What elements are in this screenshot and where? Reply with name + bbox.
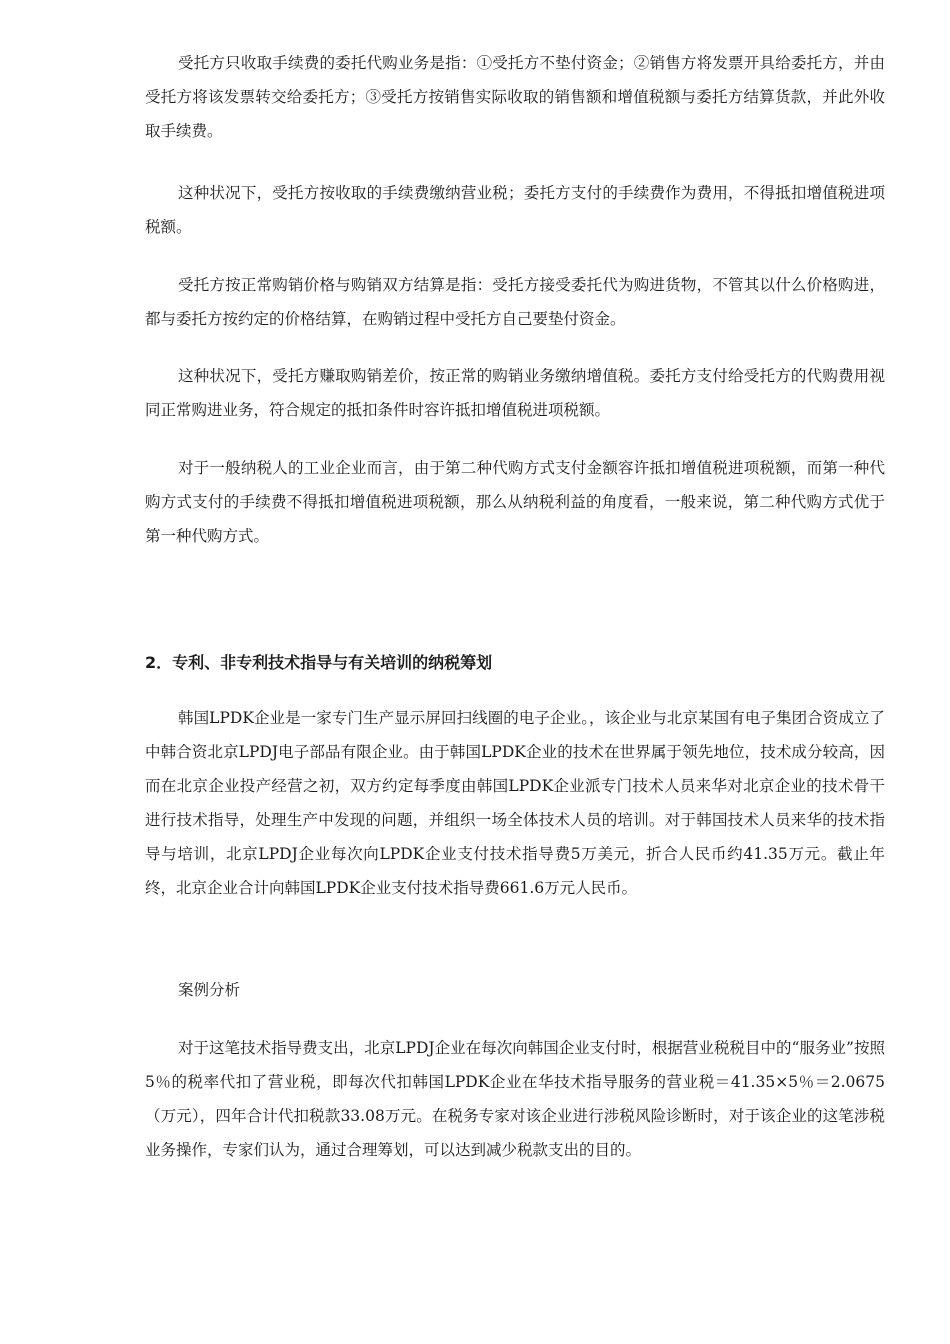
paragraph-normal-purchase-definition: 受托方按正常购销价格与购销双方结算是指：受托方接受委托代为购进货物，不管其以什么价格购进，都与委托方按约定的价格结算，在购销过程中受托方自己要垫付资金。	[145, 276, 885, 328]
paragraph-commission-purchase-definition: 受托方只收取手续费的委托代购业务是指：①受托方不垫付资金；②销售方将发票开具给委托方，并由受托方将该发票转交给委托方；③受托方按销售实际收取的销售额和增值税额与委托方结算货款，并此外收取手续费。	[145, 54, 885, 140]
case-analysis-label: 案例分析	[178, 981, 241, 999]
paragraph-case-analysis: 对于这笔技术指导费支出，北京LPDJ企业在每次向韩国企业支付时，根据营业税税目中的“服务业”按照5％的税率代扣了营业税，即每次代扣韩国LPDK企业在华技术指导服务的营业税＝41.35×5％＝2.0675（万元），四年合计代扣税款33.08万元。在税务专家对该企业进行涉税风险诊断时，对于该企业的这笔涉税业务操作，专家们认为，通过合理筹划，可以达到减少税款支出的目的。	[145, 1039, 885, 1159]
paragraph-normal-purchase-tax-treatment: 这种状况下，受托方赚取购销差价，按正常的购销业务缴纳增值税。委托方支付给受托方的代购费用视同正常购进业务，符合规定的抵扣条件时容许抵扣增值税进项税额。	[145, 367, 885, 419]
section-heading: 2．专利、非专利技术指导与有关培训的纳税筹划	[145, 653, 493, 672]
paragraph-case-description: 韩国LPDK企业是一家专门生产显示屏回扫线圈的电子企业。，该企业与北京某国有电子集团合资成立了中韩合资北京LPDJ电子部品有限企业。由于韩国LPDK企业的技术在世界属于领先地位，技术成分较高，因而在北京企业投产经营之初，双方约定每季度由韩国LPDK企业派专门技术人员来华对北京企业的技术骨干进行技术指导，处理生产中发现的问题，并组织一场全体技术人员的培训。对于韩国技术人员来华的技术指导与培训，北京LPDJ企业每次向LPDK企业支付技术指导费5万美元，折合人民币约41.35万元。截止年终，北京企业合计向韩国LPDK企业支付技术指导费661.6万元人民币。	[145, 709, 885, 897]
paragraph-comparison-conclusion: 对于一般纳税人的工业企业而言，由于第二种代购方式支付金额容许抵扣增值税进项税额，而第一种代购方式支付的手续费不得抵扣增值税进项税额，那么从纳税利益的角度看，一般来说，第二种代购方式优于第一种代购方式。	[145, 459, 885, 545]
paragraph-commission-tax-treatment: 这种状况下，受托方按收取的手续费缴纳营业税；委托方支付的手续费作为费用，不得抵扣增值税进项税额。	[145, 184, 885, 236]
